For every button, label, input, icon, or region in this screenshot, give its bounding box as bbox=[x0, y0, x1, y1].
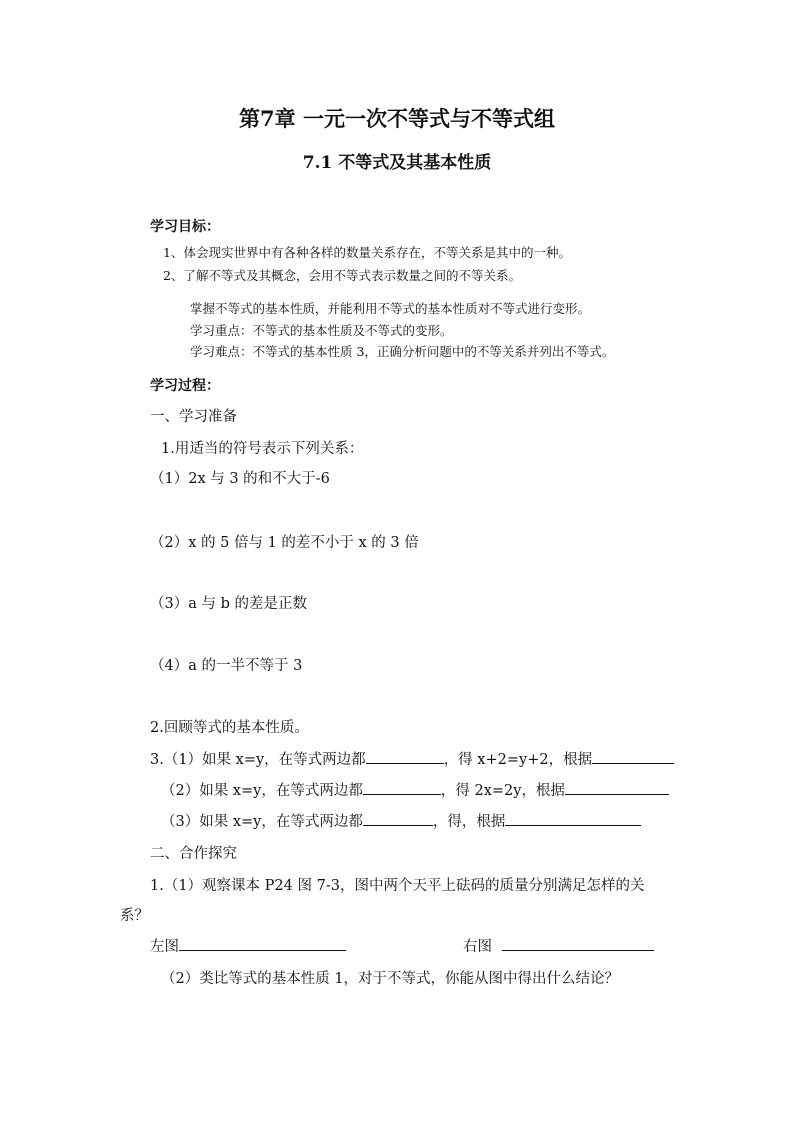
right-figure-row bbox=[463, 935, 654, 956]
q3-1-prefix: 3.（1）如果 x=y，在等式两边都 bbox=[150, 752, 366, 768]
goal-item-2: 2、了解不等式及其概念，会用不等式表示数量之间的不等关系。 bbox=[163, 268, 521, 283]
question-1-item-4: （4）a 的一半不等于 3 bbox=[150, 658, 303, 674]
q3-3-mid: ，得，根据 bbox=[432, 814, 506, 830]
answer-blank[interactable] bbox=[505, 811, 641, 826]
goal-mastery: 掌握不等式的基本性质，并能利用不等式的基本性质对不等式进行变形。 bbox=[190, 301, 591, 316]
q3-2-prefix: （2）如果 x=y，在等式两边都 bbox=[161, 783, 363, 799]
left-figure-row bbox=[150, 935, 346, 956]
chapter-title: 第7章 一元一次不等式与不等式组 bbox=[239, 106, 555, 131]
explore-1-line-2: 系？ bbox=[120, 908, 149, 924]
answer-blank[interactable] bbox=[179, 936, 346, 951]
process-heading: 学习过程： bbox=[150, 378, 220, 394]
question-3-line-2 bbox=[161, 779, 669, 800]
explore-1-line-1: 1.（1）观察课本 P24 图 7-3，图中两个天平上砝码的质量分别满足怎样的关 bbox=[150, 878, 645, 894]
question-1-item-1: （1）2x 与 3 的和不大于-6 bbox=[150, 471, 330, 487]
answer-blank[interactable] bbox=[363, 811, 433, 826]
answer-blank[interactable] bbox=[565, 780, 669, 795]
part1-heading: 一、学习准备 bbox=[150, 409, 237, 425]
q3-1-mid: ，得 x+2=y+2，根据 bbox=[443, 752, 593, 768]
goal-difficulty: 学习难点：不等式的基本性质 3，正确分析问题中的不等关系并列出不等式。 bbox=[190, 344, 615, 359]
answer-blank[interactable] bbox=[592, 749, 674, 764]
q3-3-prefix: （3）如果 x=y，在等式两边都 bbox=[161, 814, 363, 830]
goal-item-1: 1、体会现实世界中有各种各样的数量关系存在，不等关系是其中的一种。 bbox=[163, 245, 571, 260]
explore-2: （2）类比等式的基本性质 1，对于不等式，你能从图中得出什么结论？ bbox=[161, 971, 620, 987]
section-title: 7.1 不等式及其基本性质 bbox=[302, 153, 492, 173]
question-1: 1.用适当的符号表示下列关系： bbox=[161, 441, 364, 457]
answer-blank[interactable] bbox=[502, 936, 654, 951]
goals-heading: 学习目标： bbox=[150, 219, 220, 235]
left-figure-label: 左图 bbox=[150, 939, 179, 955]
answer-blank[interactable] bbox=[363, 780, 441, 795]
q3-2-mid: ，得 2x=2y，根据 bbox=[440, 783, 565, 799]
question-3-line-3 bbox=[161, 810, 641, 831]
right-figure-label: 右图 bbox=[463, 939, 492, 955]
question-3-line-1 bbox=[150, 748, 674, 769]
question-1-item-3: （3）a 与 b 的差是正数 bbox=[150, 596, 307, 612]
question-2: 2.回顾等式的基本性质。 bbox=[150, 720, 309, 736]
answer-blank[interactable] bbox=[366, 749, 444, 764]
goal-key-point: 学习重点：不等式的基本性质及不等式的变形。 bbox=[190, 323, 453, 338]
question-1-item-2: （2）x 的 5 倍与 1 的差不小于 x 的 3 倍 bbox=[150, 535, 419, 551]
part2-heading: 二、合作探究 bbox=[150, 846, 237, 862]
